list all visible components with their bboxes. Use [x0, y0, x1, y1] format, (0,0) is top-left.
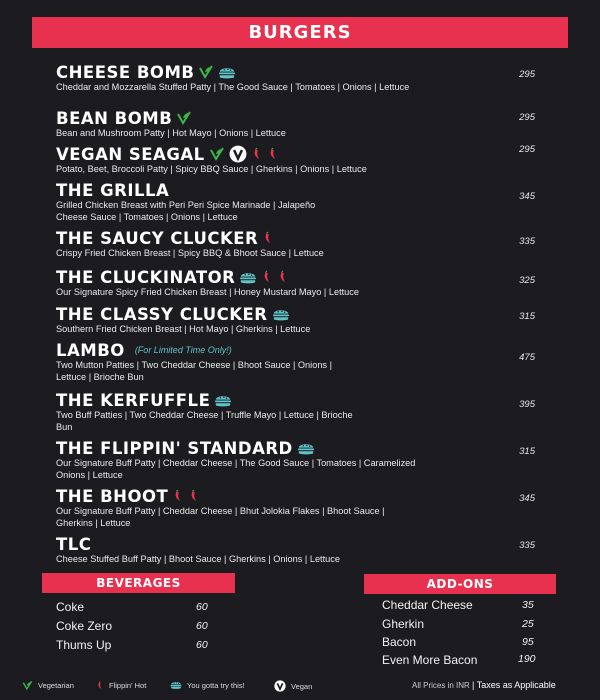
price-note	[412, 680, 556, 690]
limited-time-tag: (For Limited Time Only!)	[134, 345, 232, 355]
legend-label: You gotta try this!	[187, 680, 245, 690]
vegetarian-icon	[176, 110, 192, 126]
beverage-name: Coke Zero	[56, 619, 113, 633]
vegetarian-icon	[198, 64, 214, 80]
item-name: BEAN BOMB	[56, 108, 173, 128]
chili-icon	[251, 146, 263, 162]
chili-icon	[267, 146, 279, 162]
beverage-row	[56, 619, 216, 633]
chili-icon	[277, 269, 289, 285]
section-title: ADD-ONS	[426, 577, 494, 591]
legend-vegan	[274, 680, 312, 692]
menu-item-the-kerfuffle	[56, 389, 536, 433]
item-name: THE GRILLA	[56, 180, 170, 200]
vegan-icon	[229, 145, 247, 163]
item-name: VEGAN SEAGAL	[56, 144, 205, 164]
burger-icon	[214, 393, 232, 408]
legend-hot	[96, 680, 146, 691]
item-name: CHEESE BOMB	[56, 62, 195, 82]
item-price: 325	[519, 275, 535, 286]
burger-icon	[218, 65, 236, 80]
category-title: BURGERS	[248, 22, 352, 43]
addon-row	[382, 635, 537, 649]
beverages-header	[42, 573, 235, 593]
menu-item-the-grilla	[56, 179, 536, 223]
category-banner-burgers	[32, 17, 568, 48]
legend-label: Flippin' Hot	[109, 681, 147, 690]
taxes-note: | Taxes as Applicable	[472, 680, 556, 690]
vegan-icon	[274, 680, 286, 692]
addon-row	[382, 598, 537, 612]
burger-icon	[239, 270, 257, 285]
item-description: Our Signature Buff Patty | Cheddar Cheese | Bhut Jolokia Flakes | Bhoot Sauce | Gherkins | Lettuce	[56, 506, 385, 528]
legend-try	[170, 680, 245, 690]
addon-name: Bacon	[382, 635, 417, 649]
item-price: 475	[519, 352, 535, 363]
item-description: Crispy Fried Chicken Breast | Spicy BBQ & Bhoot Sauce | Lettuce	[56, 248, 324, 258]
burger-icon	[272, 307, 290, 322]
addon-name: Even More Bacon	[382, 653, 478, 667]
beverage-row	[56, 638, 216, 652]
menu-item-vegan-seagal	[56, 143, 536, 175]
addon-name: Gherkin	[382, 617, 425, 631]
addon-price: 25	[522, 618, 534, 630]
beverage-name: Thums Up	[56, 638, 112, 652]
legend-label: Vegetarian	[38, 681, 74, 690]
beverage-name: Coke	[56, 600, 85, 614]
vegetarian-icon	[22, 680, 33, 691]
item-name: THE KERFUFFLE	[56, 390, 211, 410]
addon-price: 35	[522, 599, 534, 611]
addon-price: 95	[522, 636, 534, 648]
addon-row	[382, 653, 537, 667]
prices-note: All Prices in INR	[412, 681, 470, 690]
beverage-row	[56, 600, 216, 614]
item-price: 345	[519, 493, 535, 504]
item-description: Cheese Stuffed Buff Patty | Bhoot Sauce | Gherkins | Onions | Lettuce	[56, 554, 340, 564]
menu-item-lambo	[56, 339, 536, 383]
item-name: THE FLIPPIN' STANDARD	[56, 438, 293, 458]
legend-label: Vegan	[291, 681, 313, 691]
chili-icon	[262, 230, 274, 246]
burger-icon	[170, 680, 182, 690]
item-name: THE BHOOT	[56, 486, 169, 506]
addon-row	[382, 617, 537, 631]
item-description: Two Mutton Patties | Two Cheddar Cheese | Bhoot Sauce | Onions | Lettuce | Brioche Bun	[56, 360, 332, 382]
chili-icon	[172, 488, 184, 504]
menu-item-the-bhoot	[56, 485, 536, 529]
item-price: 335	[519, 540, 535, 551]
beverage-price: 60	[196, 601, 208, 613]
chili-icon	[96, 680, 104, 691]
burger-icon	[297, 441, 315, 456]
item-description: Bean and Mushroom Patty | Hot Mayo | Onions | Lettuce	[56, 128, 286, 138]
item-price: 295	[519, 144, 535, 155]
beverage-price: 60	[196, 639, 208, 651]
legend-vegetarian	[22, 680, 74, 691]
item-name: LAMBO	[56, 340, 125, 360]
item-price: 295	[519, 112, 535, 123]
menu-item-the-classy-clucker	[56, 303, 536, 335]
menu-item-the-cluckinator	[56, 266, 536, 298]
chili-icon	[261, 269, 273, 285]
item-description: Our Signature Buff Patty | Cheddar Cheese | The Good Sauce | Tomatoes | Caramelized Onions | Lettuce	[56, 458, 416, 480]
addon-price: 190	[518, 653, 536, 665]
item-description: Our Signature Spicy Fried Chicken Breast | Honey Mustard Mayo | Lettuce	[56, 287, 359, 297]
item-price: 345	[519, 191, 535, 202]
item-description: Southern Fried Chicken Breast | Hot Mayo | Gherkins | Lettuce	[56, 324, 311, 334]
menu-item-the-flippin-standard	[56, 437, 536, 481]
vegetarian-icon	[209, 146, 225, 162]
menu-item-the-saucy-clucker	[56, 227, 536, 259]
section-title: BEVERAGES	[96, 576, 181, 590]
item-price: 395	[519, 399, 535, 410]
menu-item-cheese-bomb	[56, 61, 536, 93]
item-description: Potato, Beet, Broccoli Patty | Spicy BBQ Sauce | Gherkins | Onions | Lettuce	[56, 164, 367, 174]
item-price: 295	[519, 69, 535, 80]
item-description: Cheddar and Mozzarella Stuffed Patty | The Good Sauce | Tomatoes | Onions | Lettuce	[56, 82, 410, 92]
menu-item-tlc	[56, 533, 536, 565]
menu-item-bean-bomb	[56, 107, 536, 139]
legend-bar	[0, 678, 600, 694]
item-price: 315	[519, 311, 535, 322]
item-name: THE CLASSY CLUCKER	[56, 304, 268, 324]
item-price: 335	[519, 236, 535, 247]
item-description: Two Buff Patties | Two Cheddar Cheese | Truffle Mayo | Lettuce | Brioche Bun	[56, 410, 353, 432]
item-name: TLC	[56, 534, 92, 554]
item-price: 315	[519, 446, 535, 457]
item-name: THE SAUCY CLUCKER	[56, 228, 259, 248]
addon-name: Cheddar Cheese	[382, 598, 473, 612]
item-name: THE CLUCKINATOR	[56, 267, 236, 287]
chili-icon	[188, 488, 200, 504]
beverage-price: 60	[196, 620, 208, 632]
addons-header	[364, 574, 556, 594]
item-description: Grilled Chicken Breast with Peri Peri Spice Marinade | Jalapeño Cheese Sauce | Tomatoes | Onions | Lettuce	[56, 200, 316, 222]
